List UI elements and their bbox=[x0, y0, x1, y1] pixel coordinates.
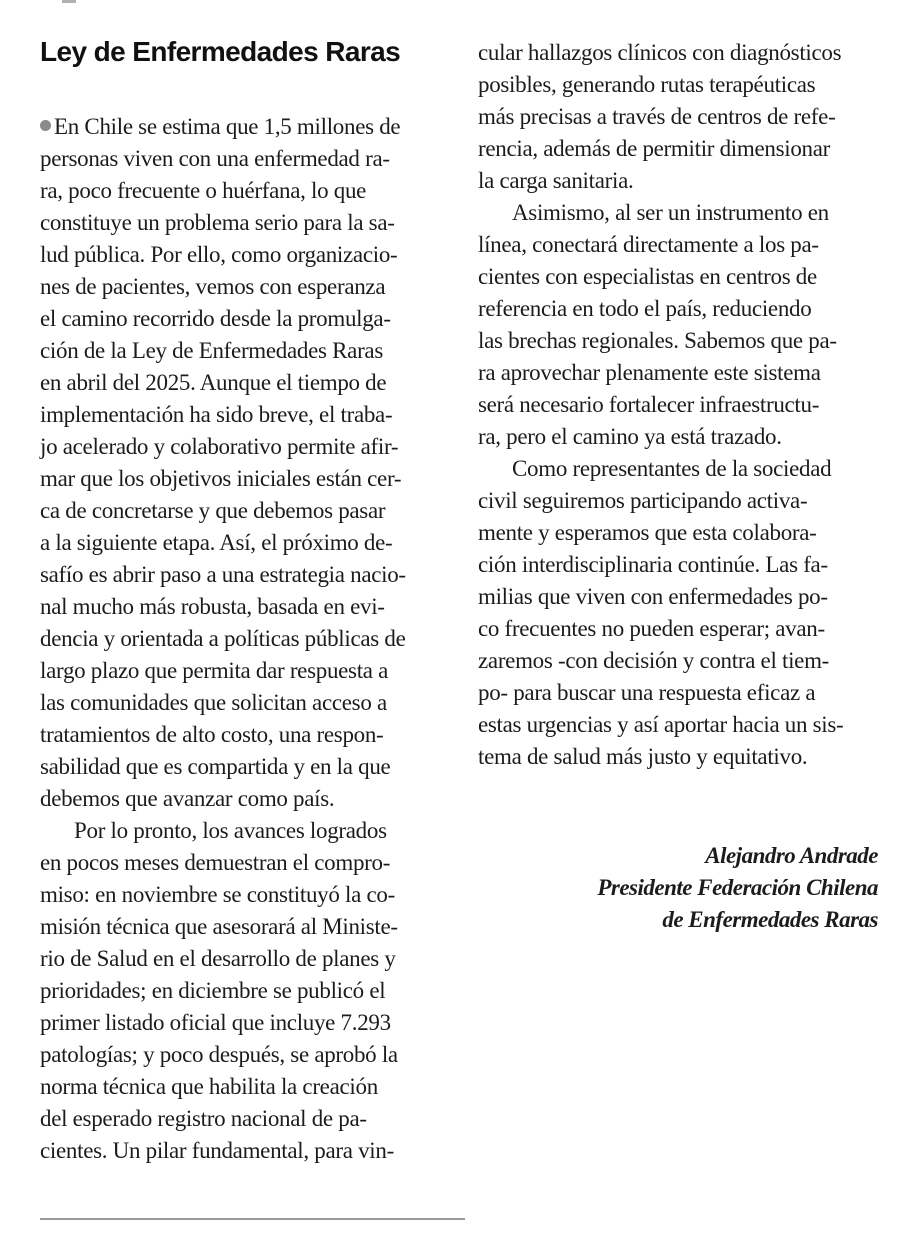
bottom-divider bbox=[40, 1218, 465, 1220]
article-line: en pocos meses demuestran el compro- bbox=[40, 850, 391, 875]
article-line: rencia, además de permitir dimensionar bbox=[478, 136, 830, 161]
article-line: misión técnica que asesorará al Ministe- bbox=[40, 914, 398, 939]
article-line: miso: en noviembre se constituyó la co- bbox=[40, 882, 395, 907]
article-line: mar que los objetivos iniciales están cer- bbox=[40, 466, 402, 491]
article-line: safío es abrir paso a una estrategia nacio- bbox=[40, 562, 406, 587]
article-line: del esperado registro nacional de pa- bbox=[40, 1106, 367, 1131]
article-line: cientes. Un pilar fundamental, para vin- bbox=[40, 1138, 394, 1163]
article-line: ra, poco frecuente o huérfana, lo que bbox=[40, 178, 367, 203]
article-line: ra, pero el camino ya está trazado. bbox=[478, 424, 782, 449]
article-line: sabilidad que es compartida y en la que bbox=[40, 754, 391, 779]
article-line: po- para buscar una respuesta eficaz a bbox=[478, 680, 816, 705]
article-line: norma técnica que habilita la creación bbox=[40, 1074, 378, 1099]
article-line: referencia en todo el país, reduciendo bbox=[478, 296, 812, 321]
article-line: jo acelerado y colaborativo permite afir- bbox=[40, 434, 399, 459]
article-line: ra aprovechar plenamente este sistema bbox=[478, 360, 821, 385]
article-line: la carga sanitaria. bbox=[478, 168, 634, 193]
article-line: prioridades; en diciembre se publicó el bbox=[40, 978, 386, 1003]
article-line: a la siguiente etapa. Así, el próximo de- bbox=[40, 530, 393, 555]
article-line: nal mucho más robusta, basada en evi- bbox=[40, 594, 385, 619]
signature-role: Presidente Federación Chilena bbox=[597, 875, 878, 900]
article-line: ción interdisciplinaria continúe. Las fa- bbox=[478, 552, 828, 577]
bullet-icon bbox=[40, 120, 51, 131]
article-line: posibles, generando rutas terapéuticas bbox=[478, 72, 816, 97]
article-line: civil seguiremos participando activa- bbox=[478, 488, 808, 513]
article-line: las brechas regionales. Sabemos que pa- bbox=[478, 328, 837, 353]
article-line: nes de pacientes, vemos con esperanza bbox=[40, 274, 386, 299]
article-line: tratamientos de alto costo, una respon- bbox=[40, 722, 384, 747]
article-line: estas urgencias y así aportar hacia un sis- bbox=[478, 712, 844, 737]
article-line: zaremos -con decisión y contra el tiem- bbox=[478, 648, 830, 673]
article-line: mente y esperamos que esta colabora- bbox=[478, 520, 817, 545]
article-line: las comunidades que solicitan acceso a bbox=[40, 690, 387, 715]
article-line: línea, conectará directamente a los pa- bbox=[478, 232, 819, 257]
article-line: rio de Salud en el desarrollo de planes y bbox=[40, 946, 396, 971]
article-line: en abril del 2025. Aunque el tiempo de bbox=[40, 370, 387, 395]
article-line: tema de salud más justo y equitativo. bbox=[478, 744, 808, 769]
article-line: patologías; y poco después, se aprobó la bbox=[40, 1042, 398, 1067]
article-line: el camino recorrido desde la promulga- bbox=[40, 306, 391, 331]
article-line: primer listado oficial que incluye 7.293 bbox=[40, 1010, 391, 1035]
article-line: debemos que avanzar como país. bbox=[40, 786, 335, 811]
article-line: constituye un problema serio para la sa- bbox=[40, 210, 395, 235]
article-line bbox=[40, 110, 400, 144]
article-line: Como representantes de la sociedad bbox=[512, 456, 832, 481]
article-line: cientes con especialistas en centros de bbox=[478, 264, 817, 289]
article-title: Ley de Enfermedades Raras bbox=[40, 36, 401, 67]
article-line-text: En Chile se estima que 1,5 millones de bbox=[54, 114, 401, 139]
signature-name: Alejandro Andrade bbox=[705, 843, 878, 868]
article-line: milias que viven con enfermedades po- bbox=[478, 584, 828, 609]
article-line: más precisas a través de centros de refe- bbox=[478, 104, 836, 129]
article-line: cular hallazgos clínicos con diagnósticos bbox=[478, 40, 842, 65]
article-line: será necesario fortalecer infraestructu- bbox=[478, 392, 820, 417]
article-line: implementación ha sido breve, el traba- bbox=[40, 402, 393, 427]
article-line: dencia y orientada a políticas públicas de bbox=[40, 626, 406, 651]
article-line: ción de la Ley de Enfermedades Raras bbox=[40, 338, 383, 363]
article-line: Asimismo, al ser un instrumento en bbox=[512, 200, 829, 225]
article-line: lud pública. Por ello, como organizacio- bbox=[40, 242, 398, 267]
top-edge-mark bbox=[62, 0, 76, 3]
article-line: largo plazo que permita dar respuesta a bbox=[40, 658, 389, 683]
article-line: ca de concretarse y que debemos pasar bbox=[40, 498, 386, 523]
article-line: Por lo pronto, los avances logrados bbox=[74, 818, 387, 843]
article-line: personas viven con una enfermedad ra- bbox=[40, 146, 390, 171]
signature-organization: de Enfermedades Raras bbox=[662, 907, 878, 932]
article-line: co frecuentes no pueden esperar; avan- bbox=[478, 616, 825, 641]
